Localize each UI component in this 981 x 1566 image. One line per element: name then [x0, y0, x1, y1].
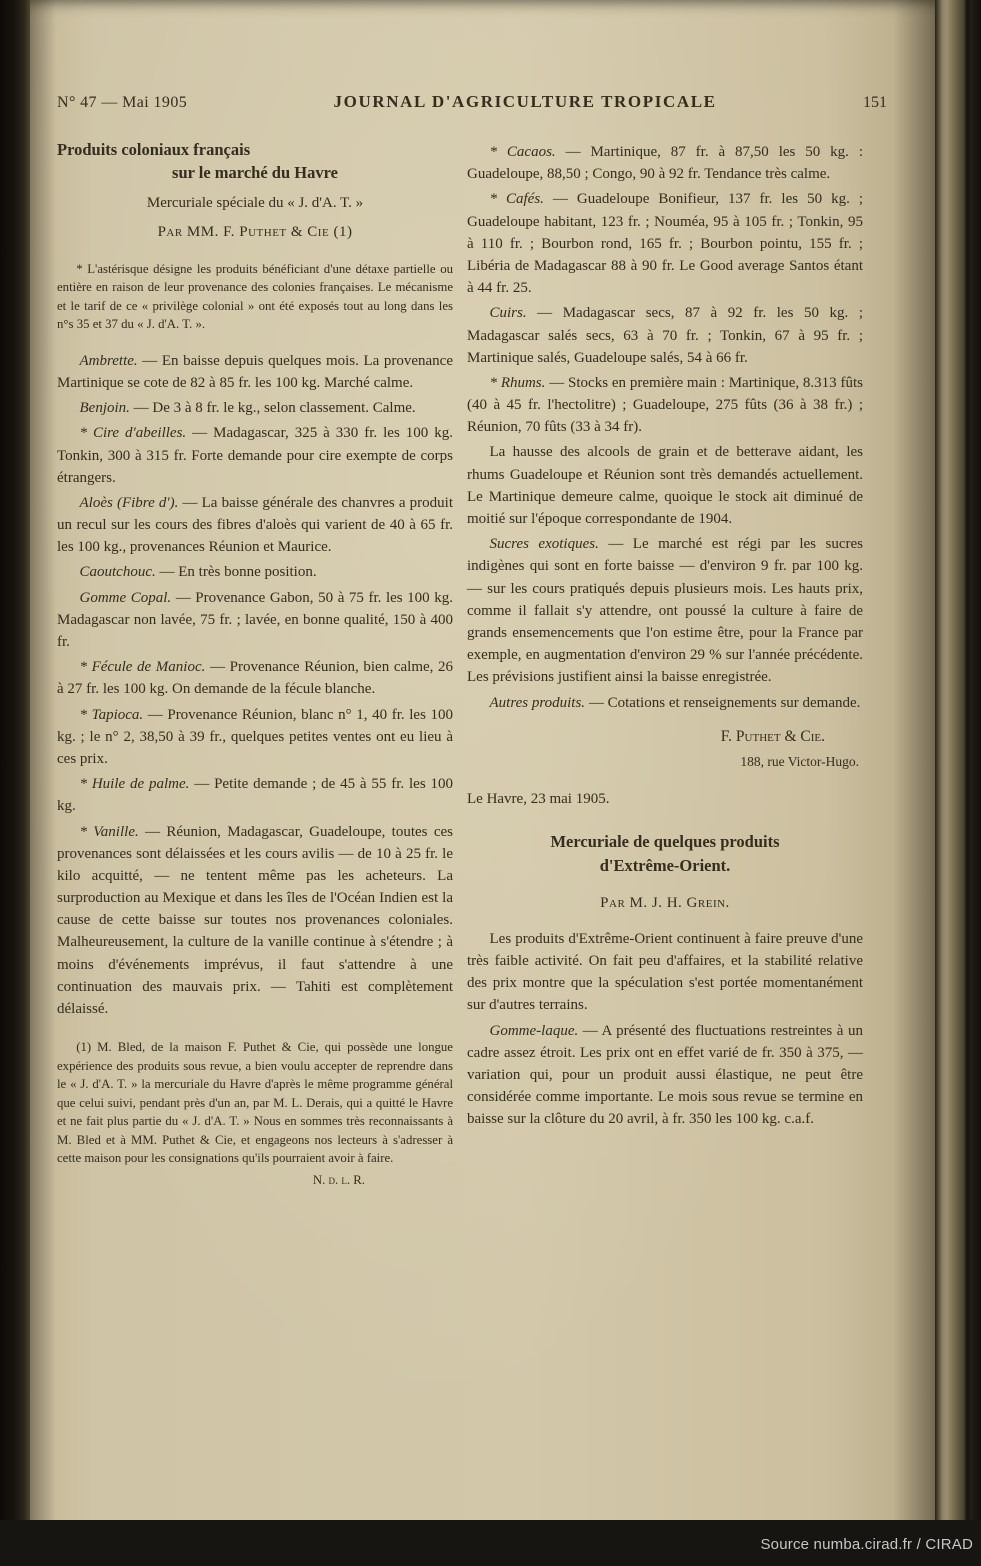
page-number: 151: [862, 94, 887, 111]
article-title: [57, 138, 453, 184]
asterisk-note: * L'astérisque désigne les produits bénéficiant d'une détaxe partielle ou entière en raison de leur provenance des colonies françaises. Le mécanisme et le tarif de ce « privilège colonial » ont été exposés tout au long dans les n°s 35 et 37 du « J. d'A. T. ».: [57, 261, 453, 332]
left-column: [57, 138, 453, 1190]
product-name: Benjoin.: [79, 400, 134, 417]
paragraph: Cuirs. — Madagascar secs, 87 à 92 fr. les 50 kg. ; Madagascar salés secs, 63 à 70 fr. ; Tonkin, 67 à 95 fr. ; Martinique salés, Guadeloupe salés, 54 à 66 fr.: [467, 305, 863, 366]
product-name: Cuirs.: [489, 305, 538, 322]
product-name: Gomme-laque.: [489, 1022, 583, 1039]
paragraph: La hausse des alcools de grain et de betterave aidant, les rhums Guadeloupe et Réunion sont très demandés actuellement. Le Martinique demeure calme, quoique le stock ait diminué de moitié sur l'époque correspondante de 1904.: [467, 444, 863, 527]
page-header: [30, 92, 935, 112]
product-name: * Fécule de Manioc.: [79, 659, 210, 676]
issue-label: N° 47 — Mai 1905: [57, 94, 188, 111]
signature-block: [467, 726, 863, 772]
product-name: * Rhums.: [489, 374, 550, 391]
section2-paragraphs: [467, 928, 863, 1131]
paragraph: * Fécule de Manioc. — Provenance Réunion, bien calme, 26 à 27 fr. les 100 kg. On demande de la fécule blanche.: [57, 659, 454, 698]
paragraph: * Tapioca. — Provenance Réunion, blanc n° 1, 40 fr. les 100 kg. ; le n° 2, 38,50 à 39 fr., quelques petites ventes ont eu lieu à ces prix.: [57, 706, 453, 767]
paragraph: Caoutchouc. — En très bonne position.: [79, 564, 317, 581]
paragraph: * Cacaos. — Martinique, 87 fr. à 87,50 les 50 kg. : Guadeloupe, 88,50 ; Congo, 90 à 92 fr. Tendance très calme.: [467, 144, 863, 183]
product-name: Aloès (Fibre d').: [79, 494, 183, 511]
signature-address: 188, rue Victor-Hugo.: [740, 753, 859, 769]
right-paragraphs: [467, 141, 863, 714]
paragraph: Ambrette. — En baisse depuis quelques mois. La provenance Martinique se cote de 82 à 85 fr. les 100 kg. Marché calme.: [57, 352, 453, 391]
article-byline: Par MM. F. Puthet & Cie (1): [157, 224, 353, 241]
article-title-line1: Produits coloniaux français: [57, 140, 251, 159]
section2-title: [477, 830, 853, 878]
footnote: (1) M. Bled, de la maison F. Puthet & Cie, qui possède une longue expérience des produits sous revue, a bien voulu accepter de reprendre dans le « J. d'A. T. » la mercuriale du Havre d'après le même programme général que celui suivi, pendant près d'un an, par M. L. Derais, qui a quitté le Havre et ne fait plus partie du « J. d'A. T. » Nous en sommes très reconnaissants à M. Bled et à MM. Puthet & Cie, et engageons nos lecteurs à s'adresser à cette maison pour les consignations qu'ils pourraient avoir à faire.: [57, 1040, 453, 1166]
product-name: Sucres exotiques.: [489, 536, 609, 553]
article-subtitle: Mercuriale spéciale du « J. d'A. T. »: [146, 195, 364, 212]
paragraph: * Cire d'abeilles. — Madagascar, 325 à 330 fr. les 100 kg. Tonkin, 300 à 315 fr. Forte demande pour cire exempte de corps étrangers.: [57, 425, 453, 486]
journal-page: [30, 0, 935, 1520]
article-title-line2: sur le marché du Havre: [172, 163, 338, 183]
paragraph: Aloès (Fibre d'). — La baisse générale des chanvres a produit un recul sur les cours des fibres d'aloès qui varient de 40 à 65 fr. les 100 kg., provenances Réunion et Maurice.: [57, 494, 454, 556]
paragraph: * Vanille. — Réunion, Madagascar, Guadeloupe, toutes ces provenances sont délaissées et les cours avilis — de 10 à 25 fr. le kilo acquitté, — ne tentent même pas les acheteurs. La surproduction au Mexique et dans les îles de l'Océan Indien est la cause de cette baisse sur toutes nos provenances coloniales. Malheureusement, la culture de la vanille continue à s'étendre ; à moins d'événements imprévus, il faut s'attendre à une continuation des mauvais prix. — Tahiti est complètement délaissé.: [57, 823, 453, 1017]
scan-bottom-bar: [0, 1520, 981, 1566]
signature-name: F. Puthet & Cie.: [720, 727, 825, 745]
paragraph: * Cafés. — Guadeloupe Bonifieur, 137 fr. les 50 kg. ; Guadeloupe habitant, 123 fr. ; Nouméa, 95 à 105 fr. ; Tonkin, 95 à 110 fr. ; Bourbon rond, 165 fr. ; Bourbon pointu, 155 fr. ; Libéria de Madagascar 88 à 90 fr. Le Good average Santos étant à 44 fr. 25.: [467, 191, 863, 297]
paragraph: Autres produits. — Cotations et renseignements sur demande.: [489, 694, 861, 711]
product-name: * Tapioca.: [79, 706, 148, 723]
product-name: Autres produits.: [489, 694, 589, 711]
product-name: * Cafés.: [489, 191, 553, 208]
product-name: Gomme Copal.: [79, 589, 176, 606]
dateline: Le Havre, 23 mai 1905.: [467, 790, 610, 807]
paragraph: Sucres exotiques. — Le marché est régi par les sucres indigènes qui sont en forte baisse — d'environ 9 fr. par 100 kg. — sur les cours pratiqués depuis plusieurs mois. Les hauts prix, comme il fallait s'y attendre, ont poussé la culture à faire de grands ensemencements que l'on estime être, pour la France par exemple, en augmentation d'environ 29 % sur l'année précédente. Les prévisions justifient ainsi la baisse enregistrée.: [467, 536, 863, 686]
section2-title-line2: d'Extrême-Orient.: [599, 855, 731, 875]
product-name: * Cacaos.: [489, 144, 566, 160]
left-paragraphs: [57, 350, 453, 1020]
book-binding-edge: [0, 0, 30, 1520]
text-columns: [30, 138, 935, 1190]
page-stack-edge: [935, 0, 981, 1520]
paragraph: * Rhums. — Stocks en première main : Martinique, 8.313 fûts (40 à 45 fr. l'hectolitre) ; Guadeloupe, 275 fûts (36 à 38 fr.) ; Réunion, 70 fûts (33 à 34 fr).: [467, 374, 863, 436]
paragraph: Benjoin. — De 3 à 8 fr. le kg., selon classement. Calme.: [79, 400, 416, 417]
product-name: Ambrette.: [79, 352, 143, 369]
paragraph: Gomme-laque. — A présenté des fluctuations restreintes à un cadre assez étroit. Les prix ont en effet varié de fr. 350 à 375, — variation qui, pour un produit aussi élastique, ne peut être considérée comme importante. Le mois sous revue se termine en baisse sur la clôture du 20 avril, à fr. 350 les 100 kg. c.a.f.: [467, 1022, 863, 1128]
paragraph: Gomme Copal. — Provenance Gabon, 50 à 75 fr. les 100 kg. Madagascar non lavée, 75 fr. ; lavée, en bonne qualité, 150 à 400 fr.: [57, 589, 453, 650]
product-name: * Huile de palme.: [79, 776, 195, 793]
footnote-signature: N. d. l. R.: [312, 1173, 365, 1188]
paragraph: Les produits d'Extrême-Orient continuent à faire preuve d'une très faible activité. On fait peu d'affaires, et la stabilité relative des prix montre que la spéculation s'est portée momentanément sur d'autres terrains.: [467, 930, 863, 1014]
journal-title: JOURNAL D'AGRICULTURE TROPICALE: [333, 92, 717, 111]
source-watermark: Source numba.cirad.fr / CIRAD: [760, 1536, 973, 1553]
product-name: * Cire d'abeilles.: [79, 425, 193, 442]
section2-byline: Par M. J. H. Grein.: [600, 894, 730, 911]
section2-title-line1: Mercuriale de quelques produits: [550, 831, 780, 851]
product-name: Caoutchouc.: [79, 564, 160, 581]
product-name: * Vanille.: [79, 823, 146, 840]
right-column: [467, 138, 863, 1190]
paragraph: * Huile de palme. — Petite demande ; de 45 à 55 fr. les 100 kg.: [57, 776, 454, 815]
